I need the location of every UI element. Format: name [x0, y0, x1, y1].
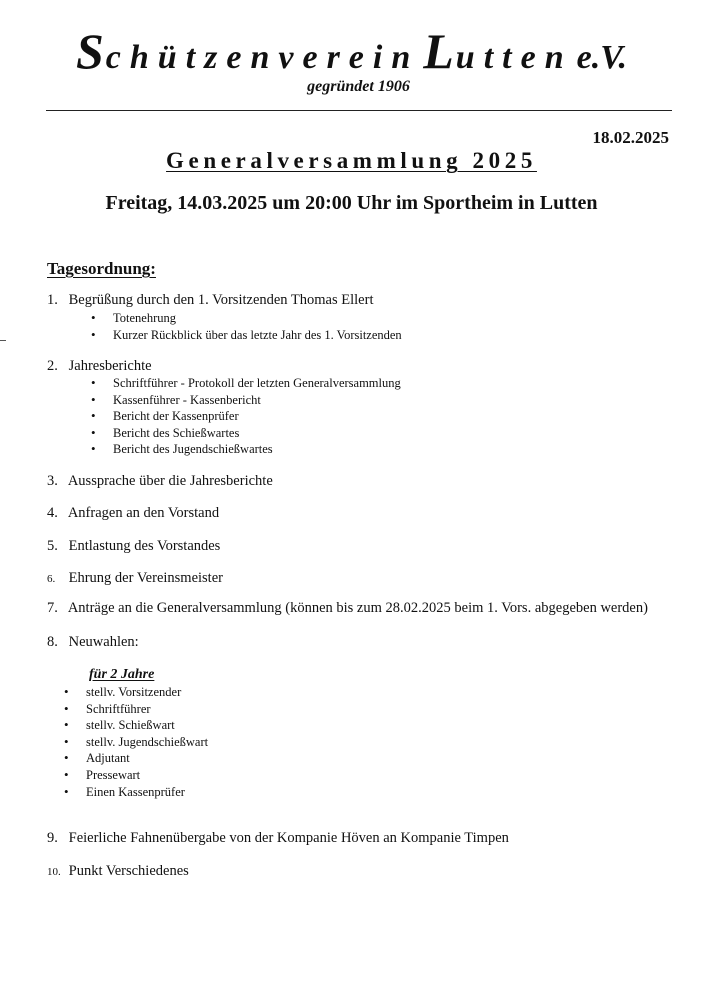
agenda-item-5: 5. Entlastung des Vorstandes — [47, 538, 221, 554]
elections-list — [64, 684, 208, 800]
bullet-icon: • — [64, 700, 69, 716]
bullet-icon: • — [91, 326, 96, 342]
agenda-item-7: 7. Anträge an die Generalversammlung (können bis zum 28.02.2025 beim 1. Vors. abgegeben werden) — [47, 600, 648, 616]
agenda-item-2-sublist — [91, 375, 401, 458]
meeting-subtitle: Freitag, 14.03.2025 um 20:00 Uhr im Sportheim in Lutten — [105, 192, 598, 214]
agenda-item-1-sublist — [91, 310, 402, 343]
bullet-icon: • — [91, 310, 96, 325]
list-item: • Adjutant — [64, 750, 130, 766]
list-item: • Totenehrung — [91, 310, 176, 325]
bullet-icon: • — [91, 375, 96, 390]
header-divider — [46, 110, 672, 111]
bullet-icon: • — [64, 733, 69, 749]
document-date: 18.02.2025 — [592, 128, 669, 147]
list-item: • stellv. Vorsitzender — [64, 684, 182, 699]
bullet-icon: • — [64, 684, 69, 699]
margin-mark — [0, 340, 6, 341]
meeting-title: Generalversammlung 2025 — [166, 148, 537, 173]
bullet-icon: • — [64, 766, 69, 782]
list-item: • Kassenführer - Kassenbericht — [91, 391, 261, 407]
bullet-icon: • — [64, 717, 69, 733]
agenda-item-9: 9. Feierliche Fahnenübergabe von der Kompanie Höven an Kompanie Timpen — [47, 830, 509, 846]
list-item: • Einen Kassenprüfer — [64, 783, 185, 799]
bullet-icon: • — [91, 408, 96, 424]
agenda-item-4: 4. Anfragen an den Vorstand — [47, 505, 220, 521]
elections-term-heading: für 2 Jahre — [89, 667, 155, 682]
agenda-item-10: 10. Punkt Verschiedenes — [47, 863, 189, 879]
bullet-icon: • — [64, 783, 69, 799]
agenda-heading: Tagesordnung: — [47, 259, 156, 278]
bullet-icon: • — [91, 441, 96, 457]
bullet-icon: • — [64, 750, 69, 766]
bullet-icon: • — [91, 391, 96, 407]
list-item: • Bericht der Kassenprüfer — [91, 408, 239, 424]
list-item: • Bericht des Jugendschießwartes — [91, 441, 273, 457]
agenda-item-8: 8. Neuwahlen: — [47, 634, 139, 650]
list-item: • Schriftführer — [64, 700, 151, 716]
list-item: • Pressewart — [64, 766, 141, 782]
agenda-item-3: 3. Aussprache über die Jahresberichte — [47, 473, 273, 489]
club-title: Schützenverein Lutten e.V. — [75, 23, 627, 79]
agenda-item-1: 1. Begrüßung durch den 1. Vorsitzenden Thomas Ellert — [47, 292, 374, 308]
agenda-item-2: 2. Jahresberichte — [47, 358, 152, 374]
list-item: • Bericht des Schießwartes — [91, 424, 240, 440]
founded-line: gegründet 1906 — [307, 78, 410, 95]
list-item: • stellv. Jugendschießwart — [64, 733, 209, 749]
list-item: • Schriftführer - Protokoll der letzten Generalversammlung — [91, 375, 401, 390]
bullet-icon: • — [91, 424, 96, 440]
list-item: • Kurzer Rückblick über das letzte Jahr des 1. Vorsitzenden — [91, 326, 402, 342]
list-item: • stellv. Schießwart — [64, 717, 175, 733]
agenda-item-6: 6. Ehrung der Vereinsmeister — [47, 570, 223, 586]
